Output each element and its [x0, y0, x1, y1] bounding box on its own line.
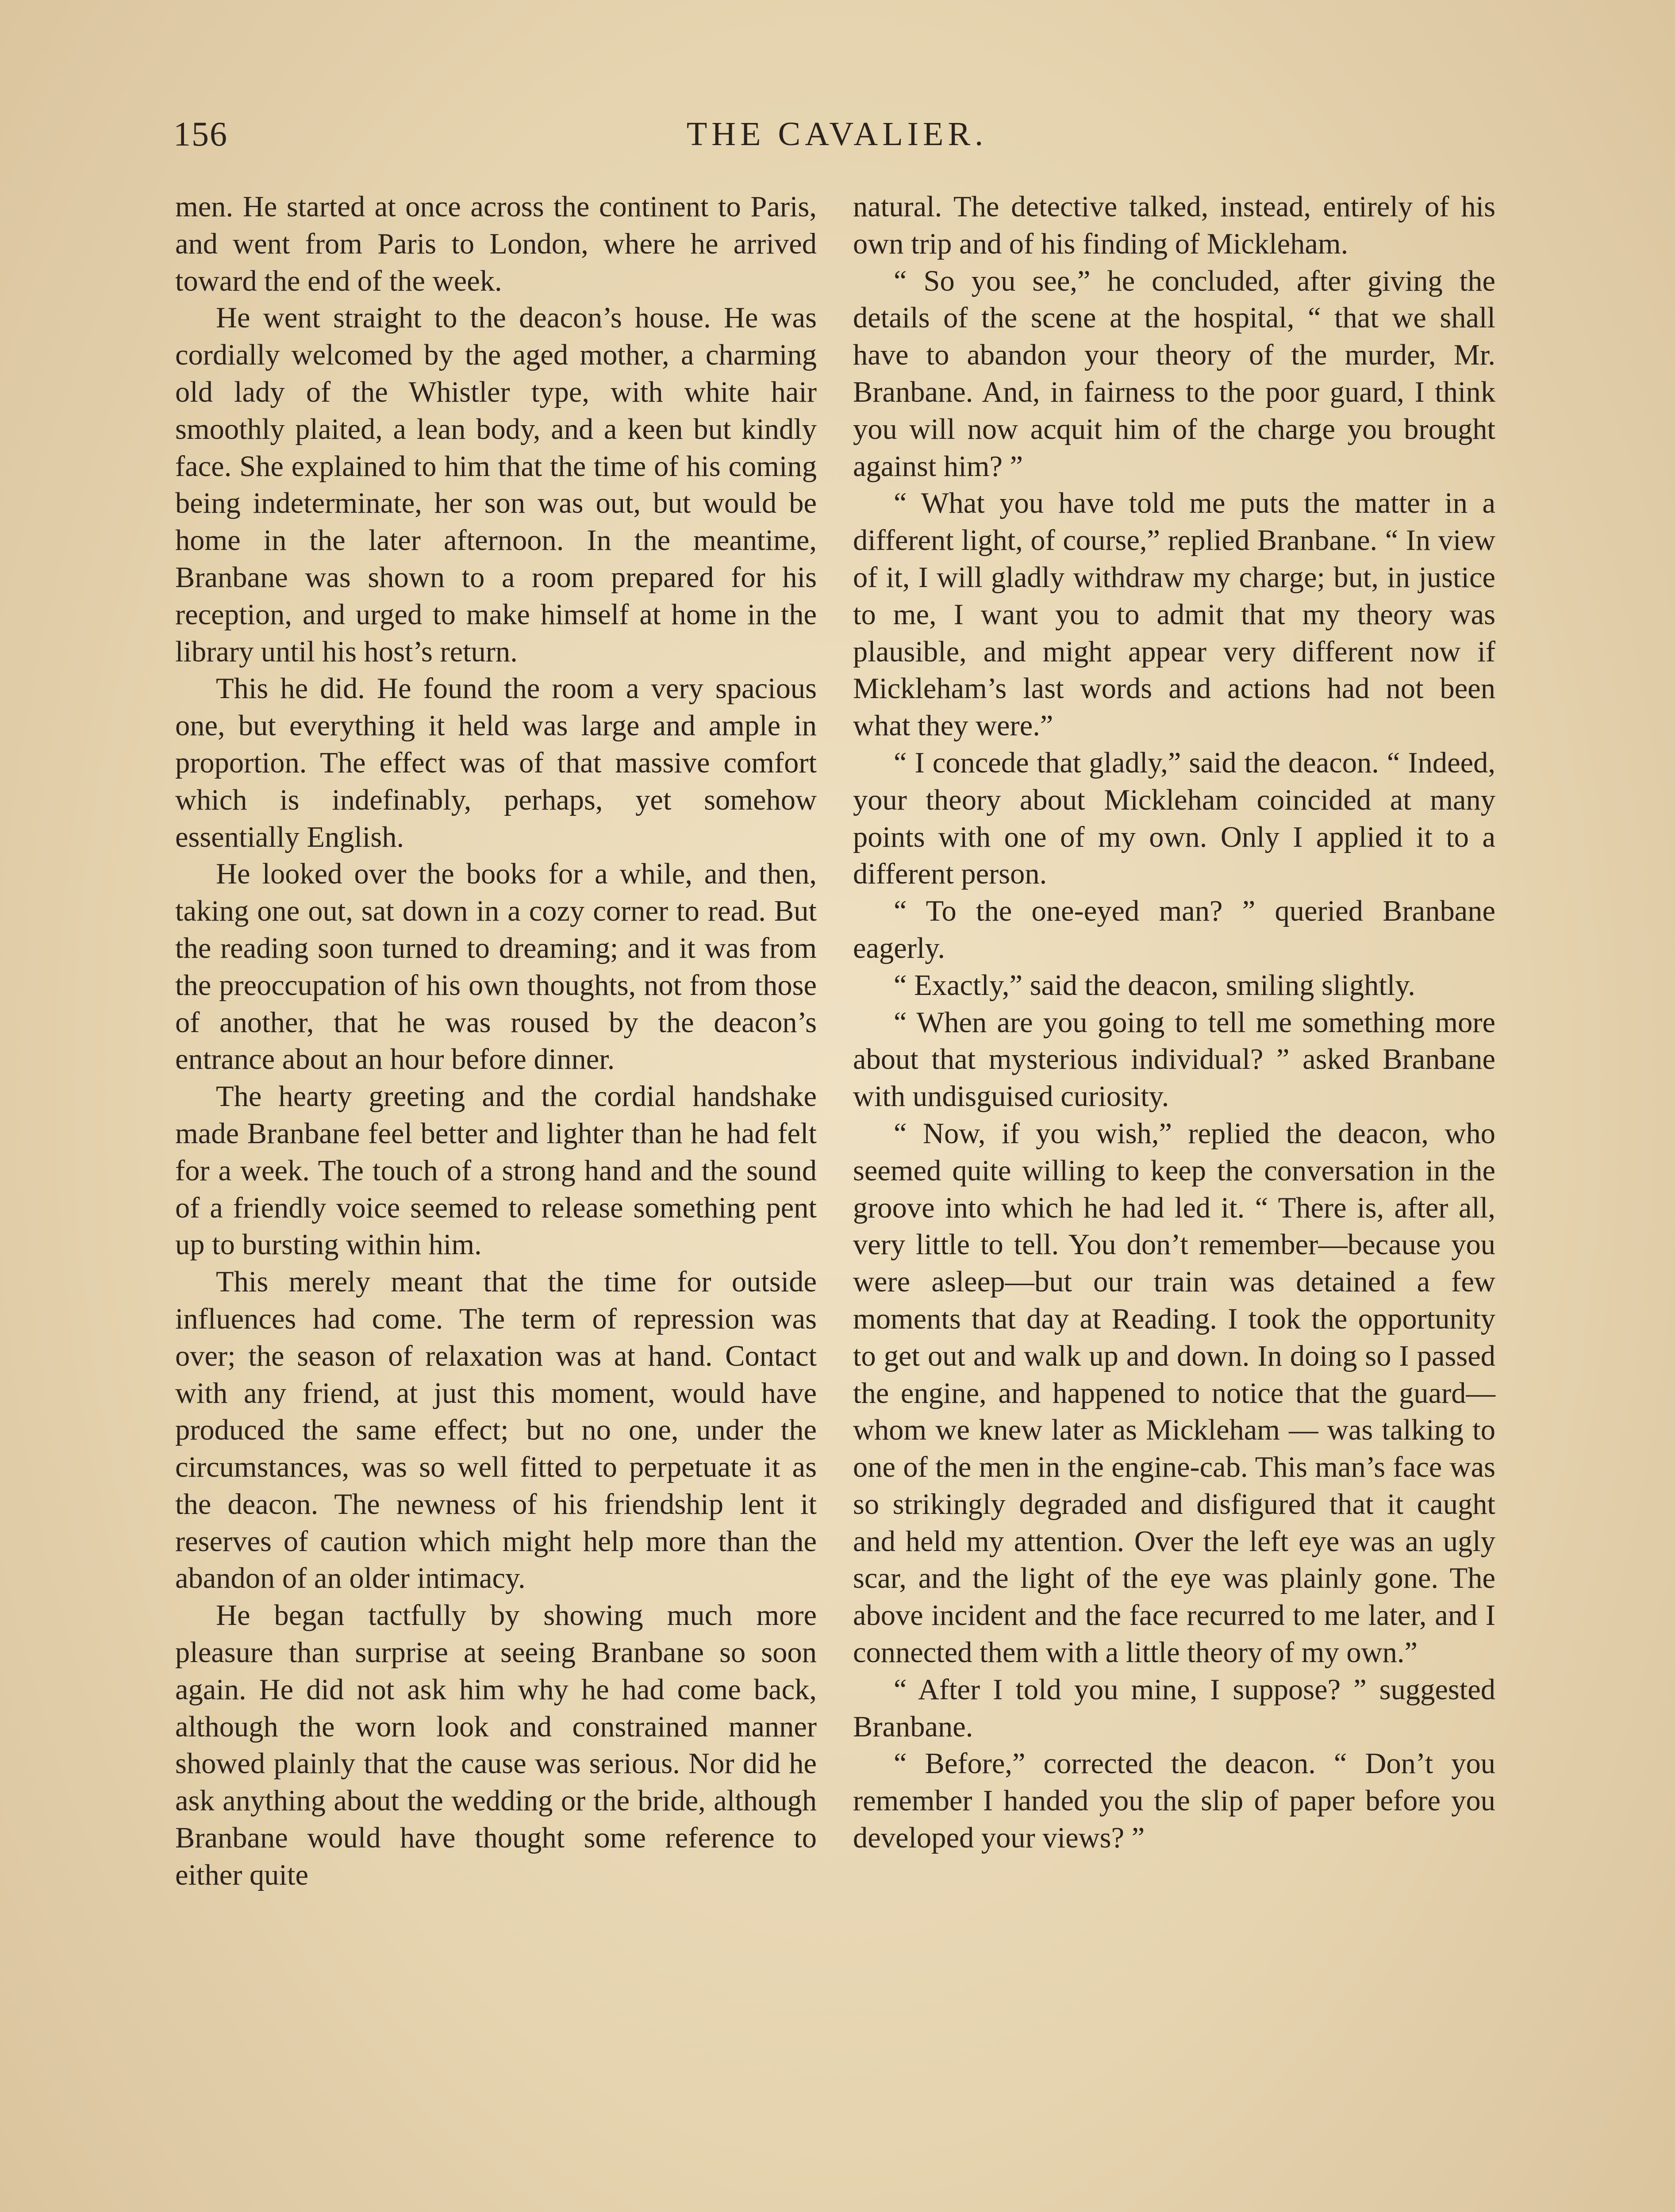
paragraph: He looked over the books for a while, and then, taking one out, sat down in a cozy corner to read. But the reading soon turned to dreaming; and it was from the preoccupation of his own thoughts, not from those of another, that he was roused by the deacon’s entrance about an hour before dinner. — [175, 858, 817, 1076]
page-header — [173, 110, 1501, 158]
paragraph: “ Before,” corrected the deacon. “ Don’t you remember I handed you the slip of paper before you developed your views? ” — [853, 1747, 1495, 1855]
left-column — [175, 188, 817, 1894]
right-column — [853, 188, 1495, 1857]
paragraph: He went straight to the deacon’s house. He was cordially welcomed by the aged mother, a charming old lady of the Whistler type, with white hair smoothly plaited, a lean body, and a keen but kindly face. She explained to him that the time of his coming being indeterminate, her son was out, but would be home in the later afternoon. In the meantime, Branbane was shown to a room prepared for his reception, and urged to make himself at home in the library until his host’s return. — [175, 302, 817, 668]
paragraph: “ Now, if you wish,” replied the deacon, who seemed quite willing to keep the conversation in the groove into which he had led it. “ There is, after all, very little to tell. You don’t remember—because you were asleep—but our train was detained a few moments that day at Reading. I took the opportunity to get out and walk up and down. In doing so I passed the engine, and happened to notice that the guard—whom we knew later as Mickleham — was talking to one of the men in the engine-cab. This man’s face was so strikingly degraded and disfigured that it caught and held my attention. Over the left eye was an ugly scar, and the light of the eye was plainly gone. The above incident and the face recurred to me later, and I connected them with a little theory of my own.” — [853, 1117, 1495, 1669]
paragraph: He began tactfully by showing much more pleasure than surprise at seeing Branbane so soon again. He did not ask him why he had come back, although the worn look and constrained manner showed plainly that the cause was serious. Nor did he ask anything about the wedding or the bride, although Branbane would have thought some reference to either quite — [175, 1599, 817, 1891]
paragraph: natural. The detective talked, instead, entirely of his own trip and of his finding of Mickleham. — [853, 191, 1495, 260]
paragraph: “ I concede that gladly,” said the deacon. “ Indeed, your theory about Mickleham coincided at many points with one of my own. Only I applied it to a different person. — [853, 746, 1495, 891]
running-title: THE CAVALIER. — [686, 115, 988, 153]
paragraph: “ Exactly,” said the deacon, smiling slightly. — [894, 969, 1415, 1002]
paragraph: “ So you see,” he concluded, after giving the details of the scene at the hospital, “ that we shall have to abandon your theory of the murder, Mr. Branbane. And, in fairness to the poor guard, I think you will now acquit him of the charge you brought against him? ” — [853, 265, 1495, 483]
paragraph: “ To the one-eyed man? ” queried Branbane eagerly. — [853, 895, 1495, 964]
paragraph: “ After I told you mine, I suppose? ” suggested Branbane. — [853, 1673, 1495, 1743]
paragraph: men. He started at once across the continent to Paris, and went from Paris to London, where he arrived toward the end of the week. — [175, 191, 817, 297]
paragraph: The hearty greeting and the cordial handshake made Branbane feel better and lighter than he had felt for a week. The touch of a strong hand and the sound of a friendly voice seemed to release something pent up to bursting within him. — [175, 1080, 817, 1261]
page-number: 156 — [173, 115, 228, 153]
paragraph: This he did. He found the room a very spacious one, but everything it held was large and ample in proportion. The effect was of that massive comfort which is indefinably, perhaps, yet somehow essentially English. — [175, 672, 817, 853]
paragraph: “ What you have told me puts the matter in a different light, of course,” replied Branbane. “ In view of it, I will gladly withdraw my charge; but, in justice to me, I want you to admit that my theory was plausible, and might appear very different now if Mickleham’s last words and actions had not been what they were.” — [853, 487, 1495, 742]
paragraph: This merely meant that the time for outside influences had come. The term of repression was over; the season of relaxation was at hand. Contact with any friend, at just this moment, would have produced the same effect; but no one, under the circumstances, was so well fitted to perpetuate it as the deacon. The newness of his friendship lent it reserves of caution which might help more than the abandon of an older intimacy. — [175, 1266, 817, 1595]
paragraph: “ When are you going to tell me something more about that mysterious individual? ” asked Branbane with undisguised curiosity. — [853, 1006, 1495, 1113]
